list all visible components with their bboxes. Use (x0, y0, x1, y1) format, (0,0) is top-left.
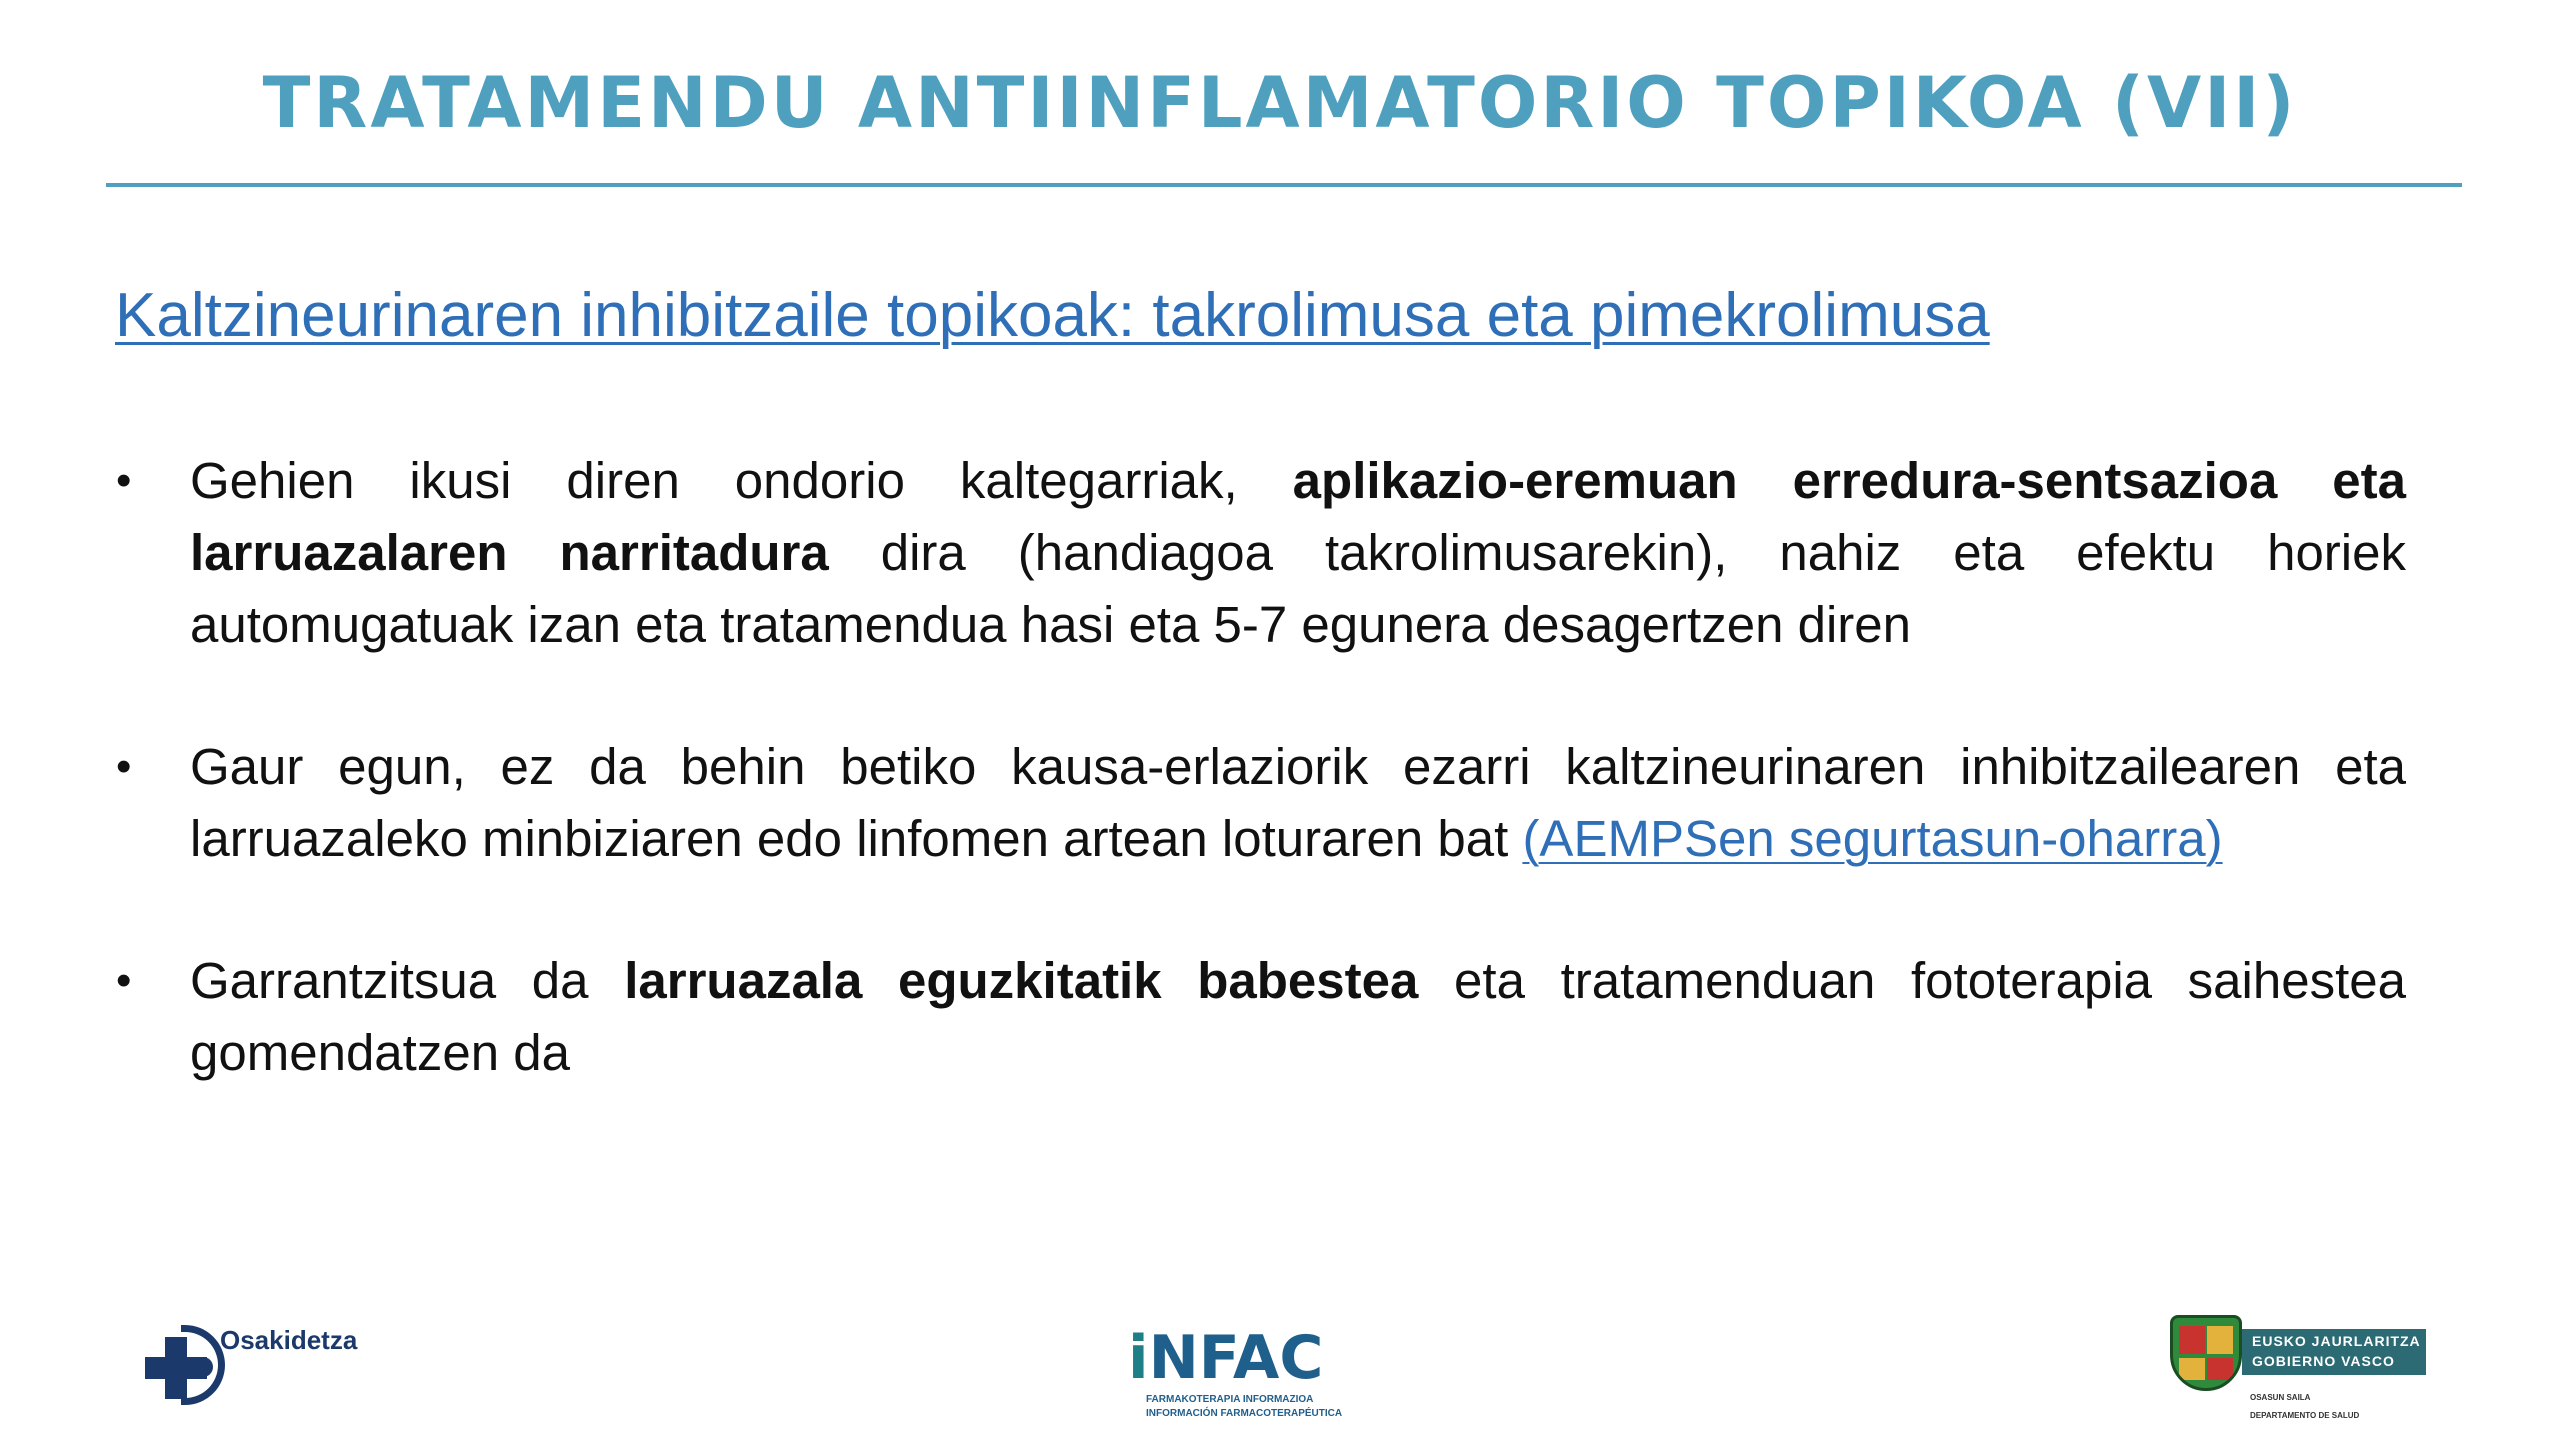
bullet-marker: • (116, 956, 132, 1005)
bullet-marker: • (116, 742, 132, 791)
infac-subtitle-eu: FARMAKOTERAPIA INFORMAZIOA (1146, 1394, 1314, 1405)
bullet-bold-text: aplikazio-eremuan erredura-sentsazioa eta larruazalaren narritadura (190, 452, 2407, 581)
infac-wordmark (1128, 1323, 1324, 1393)
bullet-text: Gehien ikusi diren ondorio kaltegarriak, (190, 452, 1293, 509)
bullet-item-1 (106, 445, 2406, 661)
bullet-marker: • (116, 456, 132, 505)
title-divider (106, 183, 2462, 187)
eusko-line-1: EUSKO JAURLARITZA (2252, 1333, 2421, 1349)
eusko-department-eu: OSASUN SAILA (2250, 1393, 2311, 1402)
osakidetza-logo-text: Osakidetza (220, 1325, 358, 1355)
aemps-safety-note-link[interactable]: (AEMPSen segurtasun-oharra) (1522, 810, 2223, 867)
eusko-line-2: GOBIERNO VASCO (2252, 1353, 2395, 1369)
bullet-bold-text: larruazala eguzkitatik babestea (624, 952, 1419, 1009)
coat-of-arms-icon (2170, 1315, 2242, 1391)
infac-logo (1128, 1310, 1348, 1420)
bullet-list (106, 445, 2406, 1089)
bullet-text: dira (handiagoa takrolimusarekin), nahiz eta efektu horiek automugatuak izan eta tratamendua hasi eta 5-7 egunera desagertzen diren (190, 524, 2406, 653)
eusko-banner (2242, 1329, 2426, 1375)
bullet-text: Gaur egun, ez da behin betiko kausa-erlaziorik ezarri kaltzineurinaren inhibitzailearen eta larruazaleko minbiziaren edo linfomen artean loturaren bat (190, 738, 2406, 867)
bullet-text: Garrantzitsua da (190, 952, 625, 1009)
infac-main-text: NFAC (1148, 1323, 1324, 1393)
osakidetza-logo (145, 1325, 385, 1415)
bullet-item-3 (106, 945, 2406, 1089)
bullet-text: eta tratamenduan fototerapia saihestea gomendatzen da (190, 952, 2406, 1081)
slide-subtitle-link[interactable]: Kaltzineurinaren inhibitzaile topikoak: takrolimusa eta pimekrolimusa (115, 281, 1990, 350)
eusko-jaurlaritza-logo (2170, 1315, 2430, 1425)
osakidetza-dot-icon (193, 1357, 213, 1377)
bullet-item-2 (106, 731, 2406, 875)
infac-subtitle-es: INFORMACIÓN FARMACOTERAPÉUTICA (1146, 1408, 1343, 1419)
infac-i-letter: i (1128, 1323, 1149, 1393)
slide-title: TRATAMENDU ANTIINFLAMATORIO TOPIKOA (VII) (262, 62, 2298, 144)
eusko-department-es: DEPARTAMENTO DE SALUD (2250, 1411, 2360, 1420)
